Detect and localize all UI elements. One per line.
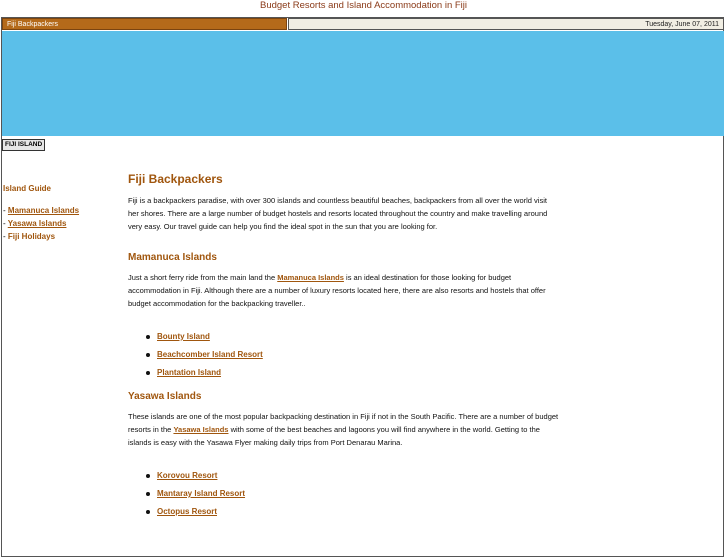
sidebar-item-yasawa[interactable] xyxy=(3,217,113,230)
mamanuca-inline-link[interactable]: Mamanuca Islands xyxy=(277,273,344,282)
yasawa-text: with some of the best beaches and lagoons you will find anywhere in the world. Getting to the xyxy=(228,425,540,434)
main-title: Fiji Backpackers xyxy=(128,172,223,186)
main-content xyxy=(128,172,588,521)
header-banner xyxy=(2,31,724,136)
yasawa-text: These islands are one of the most popular backpacking destination in Fiji if not in the South Pacific. There are a number of budget xyxy=(128,412,559,421)
resort-link-beachcomber[interactable]: Beachcomber Island Resort xyxy=(157,350,263,359)
sidebar-item-fiji-holidays[interactable] xyxy=(3,230,113,243)
resort-link-bounty[interactable]: Bounty Island xyxy=(157,332,210,341)
list-item xyxy=(128,467,588,485)
date-bar: Tuesday, June 07, 2011 xyxy=(288,18,724,30)
sidebar-dash: - xyxy=(3,232,6,241)
site-name-bar: Fiji Backpackers xyxy=(2,18,287,30)
sidebar-dash: - xyxy=(3,206,6,215)
mamanuca-text: Just a short ferry ride from the main land the xyxy=(128,273,278,282)
yasawa-inline-link[interactable]: Yasawa Islands xyxy=(173,425,229,434)
mamanuca-text: budget accommodation for the backpacking traveller.. xyxy=(128,299,306,308)
list-item xyxy=(128,328,588,346)
mamanuca-text: accommodation in Fiji. Although there are a number of luxury resorts located here, there are also resorts and hostels that offer xyxy=(128,286,546,295)
yasawa-text: islands is easy with the Yasawa Flyer making daily trips from Port Denarau Marina. xyxy=(128,438,403,447)
yasawa-paragraph xyxy=(128,410,588,449)
resort-link-plantation[interactable]: Plantation Island xyxy=(157,368,222,377)
sidebar-dash: - xyxy=(3,219,6,228)
yasawa-heading: Yasawa Islands xyxy=(128,391,202,402)
sidebar xyxy=(3,184,113,243)
resort-link-korovou[interactable]: Korovou Resort xyxy=(157,471,218,480)
fiji-island-tab[interactable]: FIJI ISLAND xyxy=(2,139,45,151)
intro-line: her shores. There are a large number of budget hostels and resorts located throughout the country and make travelling around xyxy=(128,209,548,218)
intro-paragraph xyxy=(128,194,588,233)
sidebar-link-yasawa[interactable]: Yasawa Islands xyxy=(7,219,67,228)
mamanuca-paragraph xyxy=(128,271,588,310)
sidebar-heading: Island Guide xyxy=(3,184,52,193)
list-item xyxy=(128,346,588,364)
list-item xyxy=(128,503,588,521)
mamanuca-heading: Mamanuca Islands xyxy=(128,252,217,263)
resort-link-mantaray[interactable]: Mantaray Island Resort xyxy=(157,489,246,498)
yasawa-resort-list xyxy=(128,467,588,521)
intro-line: Fiji is a backpackers paradise, with over 300 islands and countless beautiful beaches, backpackers from all over the world visit xyxy=(128,196,547,205)
page-title: Budget Resorts and Island Accommodation in Fiji xyxy=(260,0,467,11)
sidebar-item-mamanuca[interactable] xyxy=(3,204,113,217)
resort-link-octopus[interactable]: Octopus Resort xyxy=(157,507,218,516)
mamanuca-resort-list xyxy=(128,328,588,382)
sidebar-link-fiji-holidays[interactable]: Fiji Holidays xyxy=(7,232,56,241)
yasawa-text: resorts in the xyxy=(128,425,174,434)
list-item xyxy=(128,485,588,503)
mamanuca-text: is an ideal destination for those looking for budget xyxy=(343,273,512,282)
intro-line: very easy. Our travel guide can help you find the ideal spot in the sun that you are looking for. xyxy=(128,222,438,231)
list-item xyxy=(128,364,588,382)
sidebar-link-mamanuca[interactable]: Mamanuca Islands xyxy=(7,206,80,215)
